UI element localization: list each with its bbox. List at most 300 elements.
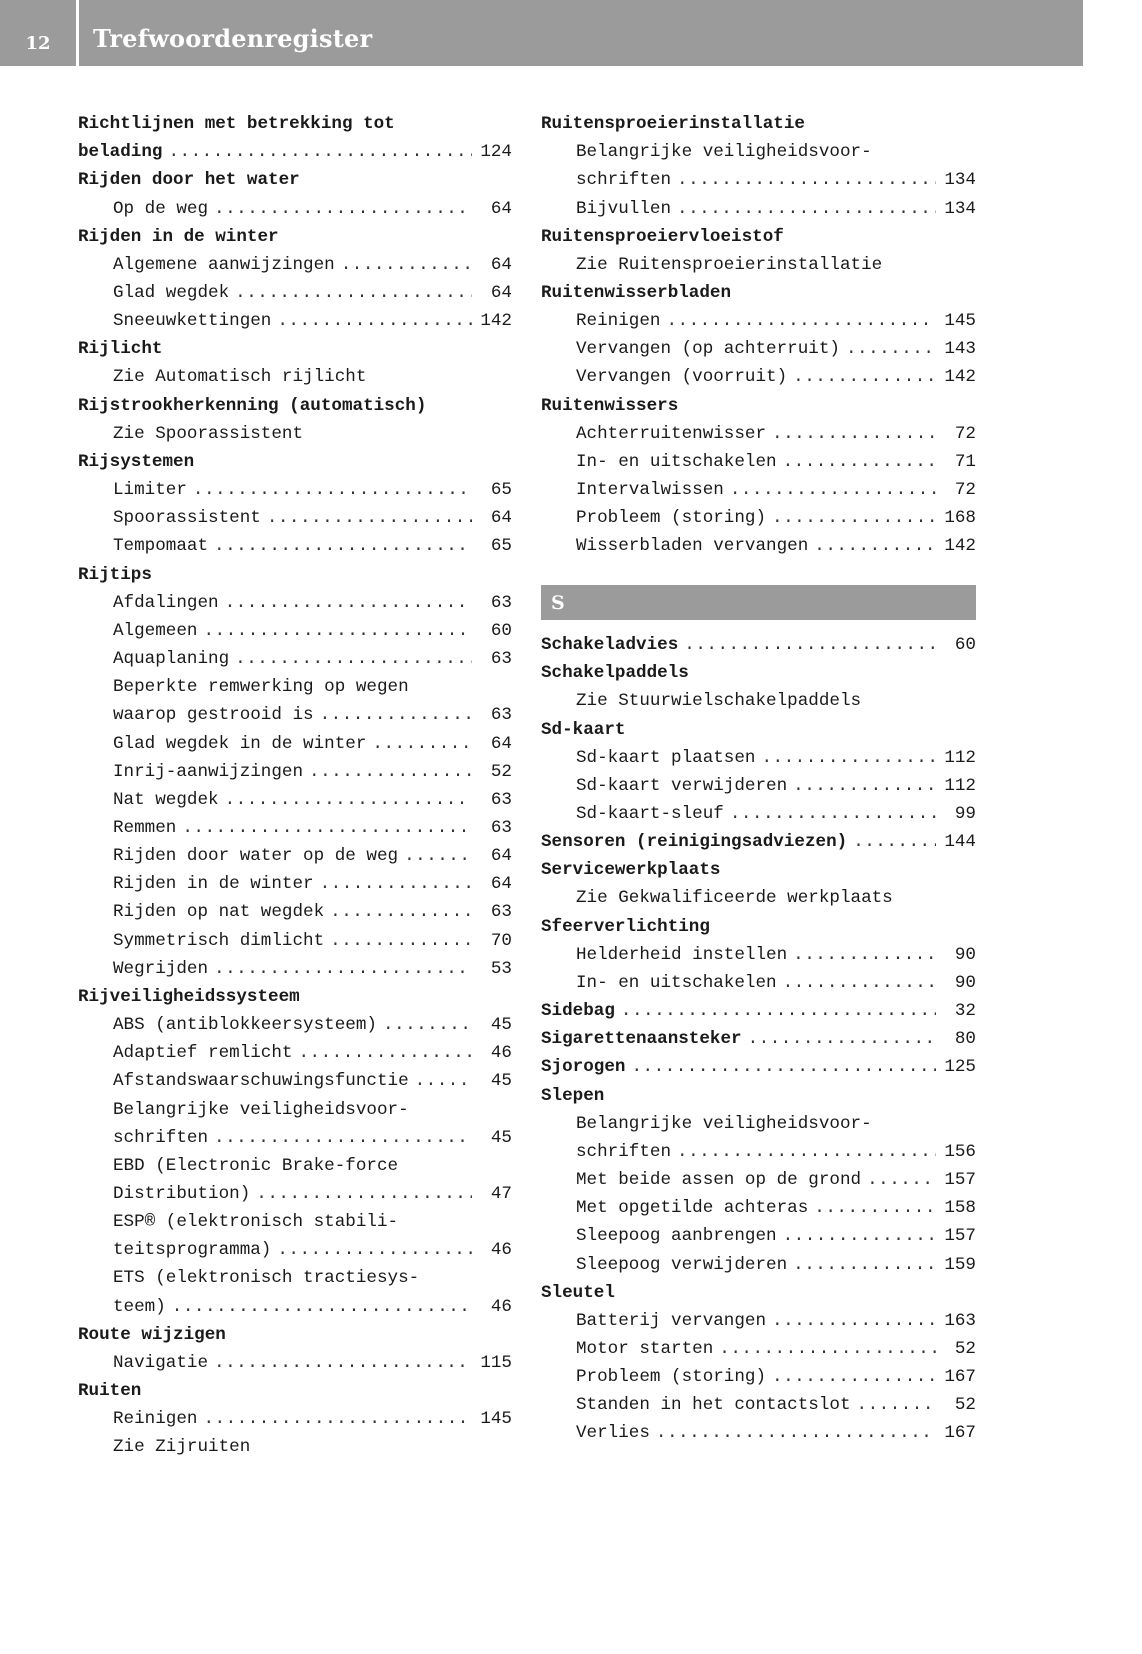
dot-leader [383, 1015, 472, 1035]
index-subentry [541, 1138, 976, 1166]
entry-text: ABS (antiblokkeersysteem) [113, 1015, 377, 1036]
dot-leader [404, 846, 472, 866]
index-entry [78, 166, 512, 194]
index-subentry [78, 307, 512, 335]
index-entry [78, 223, 512, 251]
entry-text: Rijveiligheidssysteem [78, 986, 300, 1007]
page-reference: 63 [490, 789, 512, 810]
dot-leader [172, 1297, 472, 1317]
entry-text: Afdalingen [113, 592, 219, 613]
page-reference: 47 [490, 1184, 512, 1205]
dot-leader [814, 1198, 936, 1218]
index-subentry [78, 476, 512, 504]
index-subentry [541, 772, 976, 800]
dot-leader [309, 762, 472, 782]
index-subentry [541, 1194, 976, 1222]
entry-text: Rijden door het water [78, 170, 300, 191]
index-subentry [541, 1307, 976, 1335]
page-reference: 72 [954, 423, 976, 444]
index-subentry [541, 166, 976, 194]
index-entry [78, 392, 512, 420]
dot-leader [730, 804, 936, 824]
page-reference: 167 [944, 1423, 976, 1444]
dot-leader [677, 1142, 936, 1162]
entry-text: Motor starten [576, 1338, 714, 1359]
page-reference: 90 [954, 972, 976, 993]
entry-text: Rijsystemen [78, 451, 195, 472]
entry-text: waarop gestrooid is [113, 705, 314, 726]
index-subentry [541, 504, 976, 532]
page-reference: 63 [490, 592, 512, 613]
index-subentry [78, 589, 512, 617]
dot-leader [793, 776, 936, 796]
index-entry [78, 983, 512, 1011]
entry-text: Limiter [113, 480, 187, 501]
index-subentry [78, 1124, 512, 1152]
index-subentry [78, 955, 512, 983]
dot-leader [214, 1128, 472, 1148]
dot-leader [203, 1409, 472, 1429]
entry-text: Sigarettenaansteker [541, 1029, 742, 1050]
page-reference: 99 [954, 804, 976, 825]
dot-leader [225, 593, 472, 613]
entry-text: Verlies [576, 1423, 650, 1444]
entry-text: Sjorogen [541, 1057, 626, 1078]
dot-leader [677, 199, 936, 219]
page-reference: 72 [954, 480, 976, 501]
dot-leader [277, 1240, 472, 1260]
index-subentry [78, 814, 512, 842]
entry-text: Route wijzigen [78, 1324, 226, 1345]
index-subentry [541, 884, 976, 912]
page-reference: 64 [490, 254, 512, 275]
dot-leader [730, 480, 936, 500]
index-subentry [78, 1236, 512, 1264]
index-subentry [541, 420, 976, 448]
dot-leader [748, 1029, 936, 1049]
index-subentry [541, 251, 976, 279]
entry-text: Sleepoog aanbrengen [576, 1226, 777, 1247]
index-entry [541, 997, 976, 1025]
dot-leader [867, 1170, 936, 1190]
entry-text: Tempomaat [113, 536, 209, 557]
dot-leader [214, 199, 472, 219]
entry-text: Vervangen (op achterruit) [576, 339, 840, 360]
index-subentry [78, 673, 512, 701]
dot-leader [772, 424, 936, 444]
page-reference: 157 [944, 1226, 976, 1247]
entry-text: belading [78, 142, 163, 163]
entry-text: Rijden door water op de weg [113, 846, 399, 867]
entry-text: Vervangen (voorruit) [576, 367, 788, 388]
page-reference: 142 [944, 367, 976, 388]
dot-leader [762, 748, 937, 768]
page-reference: 145 [944, 311, 976, 332]
entry-text: Remmen [113, 817, 177, 838]
page-reference: 163 [944, 1310, 976, 1331]
entry-text: Zie Automatisch rijlicht [113, 367, 367, 388]
index-subentry [78, 363, 512, 391]
dot-leader [320, 705, 472, 725]
dot-leader [330, 931, 472, 951]
index-entry [541, 1082, 976, 1110]
dot-leader [793, 1255, 936, 1275]
index-entry [541, 828, 976, 856]
entry-text: Zie Stuurwielschakelpaddels [576, 691, 862, 712]
page-reference: 157 [944, 1170, 976, 1191]
page-reference: 144 [944, 832, 976, 853]
entry-text: Ruitensproeiervloeistof [541, 226, 784, 247]
page-reference: 53 [490, 958, 512, 979]
entry-text: Algemeen [113, 620, 198, 641]
entry-text: Zie Ruitensproeierinstallatie [576, 254, 883, 275]
index-subentry [541, 1363, 976, 1391]
entry-text: Nat wegdek [113, 789, 219, 810]
index-subentry [78, 279, 512, 307]
page-reference: 46 [490, 1240, 512, 1261]
page-reference: 64 [490, 198, 512, 219]
page-reference: 45 [490, 1071, 512, 1092]
entry-text: Schakeladvies [541, 635, 679, 656]
page-reference: 60 [954, 635, 976, 656]
dot-leader [235, 649, 472, 669]
dot-leader [267, 508, 472, 528]
page-reference: 143 [944, 339, 976, 360]
index-subentry [78, 1293, 512, 1321]
page-reference: 64 [490, 874, 512, 895]
entry-text: teitsprogramma) [113, 1240, 272, 1261]
index-subentry [78, 701, 512, 729]
index-entry [78, 1321, 512, 1349]
entry-text: Afstandswaarschuwingsfunctie [113, 1071, 409, 1092]
page-reference: 52 [490, 761, 512, 782]
index-subentry [541, 335, 976, 363]
entry-text: Rijden in de winter [78, 226, 279, 247]
entry-text: Sfeerverlichting [541, 916, 710, 937]
dot-leader [853, 832, 936, 852]
dot-leader [182, 818, 472, 838]
index-entry [541, 279, 976, 307]
page-reference: 64 [490, 283, 512, 304]
index-subentry [541, 687, 976, 715]
entry-text: Helderheid instellen [576, 944, 788, 965]
page-reference: 145 [480, 1409, 512, 1430]
entry-text: Rijtips [78, 564, 152, 585]
page-reference: 46 [490, 1043, 512, 1064]
page-reference: 32 [954, 1001, 976, 1022]
entry-text: Servicewerkplaats [541, 860, 721, 881]
page-reference: 52 [954, 1338, 976, 1359]
dot-leader [235, 283, 472, 303]
page-reference: 64 [490, 733, 512, 754]
index-entry [541, 392, 976, 420]
entry-text: Richtlijnen met betrekking tot [78, 114, 395, 135]
entry-text: ESP® (elektronisch stabili- [113, 1212, 399, 1233]
dot-leader [783, 452, 936, 472]
index-subentry [541, 1110, 976, 1138]
index-subentry [78, 1011, 512, 1039]
page-reference: 45 [490, 1015, 512, 1036]
entry-text: Glad wegdek [113, 283, 230, 304]
dot-leader [719, 1339, 936, 1359]
entry-text: Belangrijke veiligheidsvoor- [576, 142, 872, 163]
page-reference: 63 [490, 902, 512, 923]
index-entry [541, 856, 976, 884]
entry-text: Distribution) [113, 1184, 251, 1205]
index-subentry [541, 476, 976, 504]
entry-text: Sd-kaart [541, 719, 626, 740]
entry-text: Batterij vervangen [576, 1310, 767, 1331]
entry-text: Standen in het contactslot [576, 1395, 851, 1416]
index-subentry [78, 1152, 512, 1180]
index-subentry [541, 532, 976, 560]
page-reference: 70 [490, 930, 512, 951]
index-entry [541, 110, 976, 138]
index-entry [541, 715, 976, 743]
entry-text: Belangrijke veiligheidsvoor- [576, 1113, 872, 1134]
index-entry [541, 1279, 976, 1307]
dot-leader [415, 1071, 472, 1091]
dot-leader [168, 142, 472, 162]
page-reference: 124 [480, 142, 512, 163]
dot-leader [677, 170, 936, 190]
entry-text: Schakelpaddels [541, 663, 689, 684]
entry-text: In- en uitschakelen [576, 972, 777, 993]
entry-text: ETS (elektronisch tractiesys- [113, 1268, 420, 1289]
index-entry [78, 110, 512, 138]
index-entry [541, 659, 976, 687]
index-subentry [541, 800, 976, 828]
page-reference: 65 [490, 480, 512, 501]
index-entry [78, 335, 512, 363]
dot-leader [299, 1043, 473, 1063]
page-reference: 112 [944, 775, 976, 796]
dot-leader [320, 874, 472, 894]
entry-text: Aquaplaning [113, 649, 230, 670]
entry-text: Slepen [541, 1085, 605, 1106]
dot-leader [772, 1311, 936, 1331]
entry-text: Rijlicht [78, 339, 163, 360]
entry-text: Met beide assen op de grond [576, 1170, 862, 1191]
entry-text: Sidebag [541, 1001, 615, 1022]
dot-leader [783, 973, 936, 993]
dot-leader [277, 311, 472, 331]
index-subentry [78, 1264, 512, 1292]
dot-leader [631, 1057, 936, 1077]
index-subentry [541, 307, 976, 335]
dot-leader [203, 621, 472, 641]
entry-text: Reinigen [576, 311, 661, 332]
index-entry [541, 631, 976, 659]
page-reference: 115 [480, 1352, 512, 1373]
entry-text: Algemene aanwijzingen [113, 254, 335, 275]
page-reference: 60 [490, 620, 512, 641]
index-subentry [78, 420, 512, 448]
page-reference: 65 [490, 536, 512, 557]
dot-leader [772, 1367, 936, 1387]
dot-leader [666, 311, 936, 331]
page-reference: 134 [944, 170, 976, 191]
entry-text: Zie Gekwalificeerde werkplaats [576, 888, 893, 909]
index-subentry [78, 645, 512, 673]
index-subentry [78, 786, 512, 814]
dot-leader [214, 536, 472, 556]
index-subentry [78, 927, 512, 955]
entry-text: Symmetrisch dimlicht [113, 930, 325, 951]
index-subentry [78, 1067, 512, 1095]
index-subentry [541, 969, 976, 997]
page-reference: 112 [944, 747, 976, 768]
index-subentry [78, 898, 512, 926]
dot-leader [656, 1423, 936, 1443]
page-reference: 134 [944, 198, 976, 219]
page-reference: 168 [944, 508, 976, 529]
dot-leader [193, 480, 472, 500]
page-reference: 159 [944, 1254, 976, 1275]
page-reference: 167 [944, 1367, 976, 1388]
dot-leader [621, 1001, 936, 1021]
index-entry [78, 138, 512, 166]
index-subentry [541, 941, 976, 969]
entry-text: Sleepoog verwijderen [576, 1254, 788, 1275]
dot-leader [793, 367, 936, 387]
entry-text: Beperkte remwerking op wegen [113, 677, 409, 698]
index-entry [541, 1053, 976, 1081]
index-subentry [541, 1222, 976, 1250]
entry-text: Ruitenwissers [541, 395, 679, 416]
dot-leader [684, 635, 936, 655]
index-subentry [541, 1250, 976, 1278]
page-reference: 63 [490, 705, 512, 726]
dot-leader [330, 902, 472, 922]
index-subentry [541, 363, 976, 391]
entry-text: Rijden op nat wegdek [113, 902, 325, 923]
entry-text: Rijden in de winter [113, 874, 314, 895]
entry-text: schriften [576, 170, 672, 191]
dot-leader [857, 1395, 936, 1415]
index-subentry [78, 1180, 512, 1208]
index-column-left [78, 110, 512, 1462]
index-subentry [78, 532, 512, 560]
index-subentry [78, 194, 512, 222]
entry-text: Ruiten [78, 1381, 142, 1402]
page-reference: 63 [490, 817, 512, 838]
dot-leader [846, 339, 936, 359]
page-reference: 142 [480, 311, 512, 332]
page-reference: 71 [954, 451, 976, 472]
index-subentry [541, 744, 976, 772]
entry-text: Wegrijden [113, 958, 209, 979]
entry-text: Adaptief remlicht [113, 1043, 293, 1064]
entry-text: Inrij-aanwijzingen [113, 761, 304, 782]
page-reference: 46 [490, 1296, 512, 1317]
index-column-right-top [541, 110, 976, 561]
entry-text: Sd-kaart-sleuf [576, 804, 724, 825]
entry-text: Navigatie [113, 1352, 209, 1373]
entry-text: Sleutel [541, 1282, 615, 1303]
page-reference: 156 [944, 1141, 976, 1162]
entry-text: Met opgetilde achteras [576, 1198, 809, 1219]
entry-text: Intervalwissen [576, 480, 724, 501]
index-subentry [78, 251, 512, 279]
dot-leader [772, 508, 936, 528]
entry-text: Spoorassistent [113, 508, 261, 529]
index-subentry [78, 1433, 512, 1461]
page-reference: 158 [944, 1198, 976, 1219]
entry-text: Sd-kaart plaatsen [576, 747, 756, 768]
entry-text: Probleem (storing) [576, 508, 767, 529]
entry-text: Zie Zijruiten [113, 1437, 251, 1458]
page-reference: 142 [944, 536, 976, 557]
index-entry [541, 1025, 976, 1053]
entry-text: Sd-kaart verwijderen [576, 775, 788, 796]
entry-text: teem) [113, 1296, 166, 1317]
index-subentry [541, 1419, 976, 1447]
entry-text: Ruitenwisserbladen [541, 283, 732, 304]
index-subentry [78, 1039, 512, 1067]
section-letter-bar: S [541, 585, 976, 620]
entry-text: Wisserbladen vervangen [576, 536, 809, 557]
entry-text: Rijstrookherkenning (automatisch) [78, 395, 427, 416]
entry-text: In- en uitschakelen [576, 451, 777, 472]
index-subentry [541, 138, 976, 166]
index-subentry [541, 1391, 976, 1419]
index-entry [78, 1377, 512, 1405]
index-subentry [78, 1349, 512, 1377]
dot-leader [214, 959, 472, 979]
index-entry [78, 561, 512, 589]
entry-text: Sensoren (reinigingsadviezen) [541, 832, 848, 853]
index-entry [541, 223, 976, 251]
entry-text: Zie Spoorassistent [113, 423, 304, 444]
page-title: Trefwoordenregister [93, 24, 373, 53]
entry-text: Glad wegdek in de winter [113, 733, 367, 754]
page-reference: 90 [954, 944, 976, 965]
dot-leader [814, 536, 936, 556]
entry-text: schriften [113, 1127, 209, 1148]
entry-text: schriften [576, 1141, 672, 1162]
page-reference: 64 [490, 508, 512, 529]
index-subentry [78, 758, 512, 786]
index-subentry [541, 1166, 976, 1194]
index-subentry [78, 617, 512, 645]
entry-text: Achterruitenwisser [576, 423, 767, 444]
dot-leader [783, 1226, 936, 1246]
entry-text: Ruitensproeierinstallatie [541, 114, 805, 135]
dot-leader [214, 1353, 472, 1373]
entry-text: EBD (Electronic Brake-force [113, 1155, 399, 1176]
dot-leader [793, 945, 936, 965]
dot-leader [256, 1184, 472, 1204]
dot-leader [372, 734, 472, 754]
index-subentry [78, 1095, 512, 1123]
entry-text: Belangrijke veiligheidsvoor- [113, 1099, 409, 1120]
index-subentry [541, 1335, 976, 1363]
index-subentry [78, 504, 512, 532]
page-reference: 45 [490, 1127, 512, 1148]
entry-text: Reinigen [113, 1409, 198, 1430]
index-subentry [78, 1405, 512, 1433]
page-reference: 63 [490, 649, 512, 670]
entry-text: Probleem (storing) [576, 1367, 767, 1388]
dot-leader [341, 255, 472, 275]
index-entry [78, 448, 512, 476]
page-reference: 64 [490, 846, 512, 867]
page-reference: 52 [954, 1395, 976, 1416]
index-subentry [78, 729, 512, 757]
index-subentry [541, 194, 976, 222]
page-reference: 125 [944, 1057, 976, 1078]
